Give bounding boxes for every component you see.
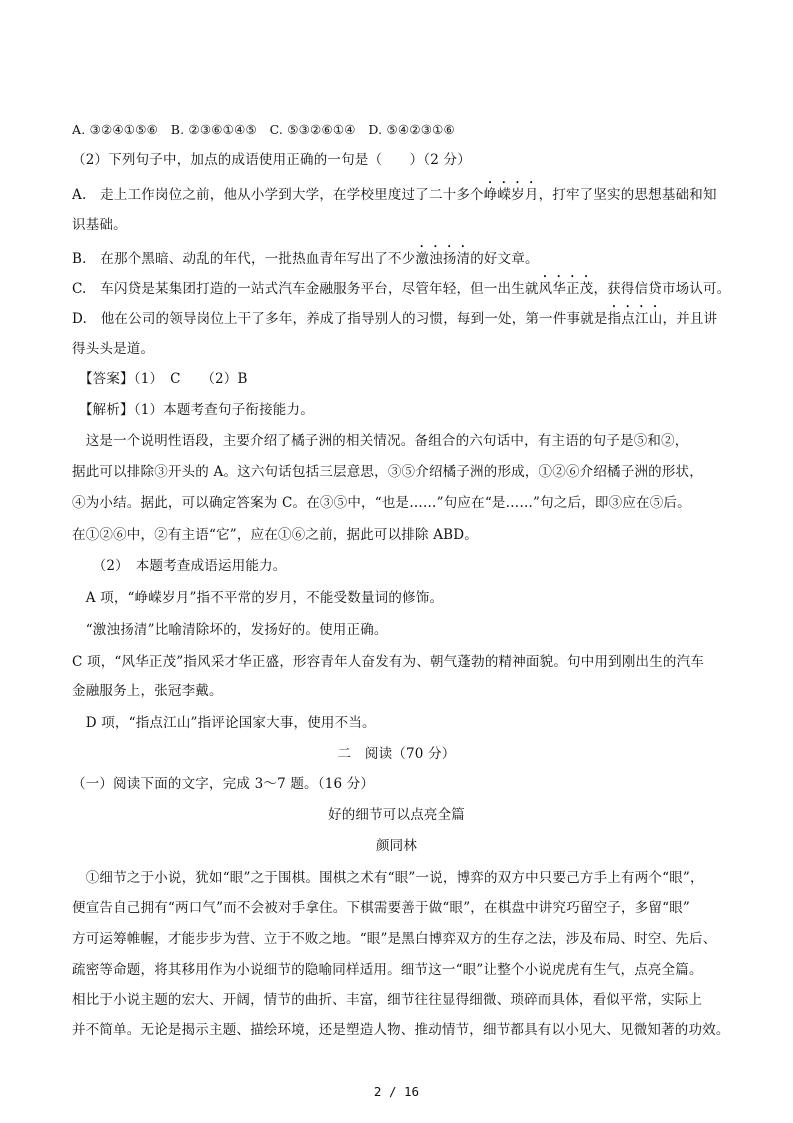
option-d: D. 他在公司的领导岗位上干了多年，养成了指导别人的习惯，每到一处，第一件事就是指点江山，并且讲 xyxy=(72,311,718,327)
answer-line: 【答案】（1） C （2）B xyxy=(72,371,248,387)
analysis-line: 【解析】（1）本题考查句子衔接能力。 xyxy=(72,402,314,418)
article-title: 好的细节可以点亮全篇 xyxy=(328,807,465,823)
section-heading: 二 阅读（70 分） xyxy=(337,746,456,762)
option-c: C. 车闪贷是某集团打造的一站式汽车金融服务平台，尽管年轻，但一出生就风华正茂，获得信贷市场认可。 xyxy=(72,281,731,297)
analysis-text: D 项，“指点江山”指评论国家大事，使用不当。 xyxy=(72,715,376,731)
analysis-text: “激浊扬清”比喻清除坏的，发扬好的。使用正确。 xyxy=(72,622,388,638)
analysis-text: 这是一个说明性语段，主要介绍了橘子洲的相关情况。备组合的六句话中，有主语的句子是⑤和②， xyxy=(72,433,689,449)
analysis-text: ④为小结。据此，可以确定答案为 C。在③⑤中，“也是……”句应在“是……”句之后，即③应在⑤后。 xyxy=(72,495,691,511)
paragraph-line: 方可运筹帷幄，才能步步为营、立于不败之地。“眼”是黑白博弈双方的生存之法，涉及布局、时空、先后、 xyxy=(72,931,717,947)
page-number: 2 / 16 xyxy=(373,1084,420,1099)
option-a-cont: 识基础。 xyxy=(72,217,127,233)
paragraph-line: 相比于小说主题的宏大、开阔，情节的曲折、丰富，细节往往显得细微、琐碎而具体，看似平常，实际上 xyxy=(72,992,703,1008)
option-d-cont: 得头头是道。 xyxy=(72,341,155,357)
analysis-text: C 项，“风华正茂”指风采才华正盛，形容青年人奋发有为、朝气蓬勃的精神面貌。句中用到刚出生的汽车 xyxy=(72,654,705,670)
option-b: B. 在那个黑暗、动乱的年代，一批热血青年写出了不少激浊扬清的好文章。 xyxy=(72,251,539,267)
paragraph-line: 疏密等命题，将其移用作为小说细节的隐喻同样适用。细节这一“眼”让整个小说虎虎有生气，点亮全篇。 xyxy=(72,962,703,978)
analysis-text: A 项，“峥嵘岁月”指不平常的岁月，不能受数量词的修饰。 xyxy=(72,590,444,606)
paragraph-line: ①细节之于小说，犹如“眼”之于围棋。围棋之术有“眼”一说，博弈的双方中只要己方手上有两个“眼”， xyxy=(72,870,704,886)
option-a: A. 走上工作岗位之前，他从小学到大学，在学校里度过了二十多个峥嵘岁月，打牢了坚实的思想基础和知 xyxy=(72,187,717,203)
paragraph-line: 并不简单。无论是揭示主题、描绘环境，还是塑造人物、推动情节，细节都具有以小见大、见微知著的功效。 xyxy=(72,1022,730,1038)
reading-instruction: （一）阅读下面的文字，完成 3～7 题。（16 分） xyxy=(72,776,375,792)
analysis-text: 在①②⑥中，②有主语“它”，应在①⑥之前，据此可以排除 ABD。 xyxy=(72,527,478,543)
analysis-text: 金融服务上，张冠李戴。 xyxy=(72,683,223,699)
analysis-text: 据此可以排除③开头的 A。这六句话包括三层意思，③⑤介绍橘子洲的形成，①②⑥介绍橘子洲的形状， xyxy=(72,464,703,480)
analysis-2-heading: （2） 本题考查成语运用能力。 xyxy=(72,558,287,574)
options-line: A. ③②④①⑤⑥ B. ②③⑥①④⑤ C. ⑤③②⑥①④ D. ⑤④②③①⑥ xyxy=(72,122,455,137)
question-2: （2）下列句子中，加点的成语使用正确的一句是（ ）（2 分） xyxy=(72,152,471,168)
paragraph-line: 便宣告自己拥有“两口气”而不会被对手拿住。下棋需要善于做“眼”，在棋盘中讲究巧留空子，多留“眼” xyxy=(72,900,691,916)
article-author: 颜同林 xyxy=(375,838,418,854)
